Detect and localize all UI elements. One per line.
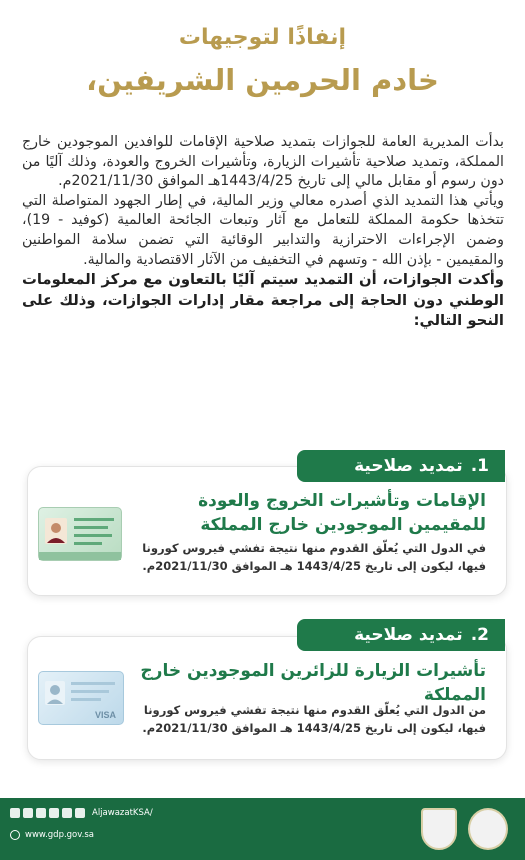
id-card-icon bbox=[38, 507, 122, 561]
item-1-pill bbox=[297, 450, 505, 482]
title-line-1: إنفاذًا لتوجيهات bbox=[178, 25, 347, 50]
globe-icon bbox=[10, 830, 20, 840]
item-2-number: 2. bbox=[470, 625, 489, 645]
item-card-2 bbox=[27, 636, 507, 760]
linkedin-icon[interactable] bbox=[62, 808, 72, 818]
title-line-2: خادم الحرمين الشريفين، bbox=[86, 63, 439, 97]
item-1-number: 1. bbox=[470, 456, 489, 476]
item-2-pill bbox=[297, 619, 505, 651]
intro-paragraph-1: بدأت المديرية العامة للجوازات بتمديد صلاحية الإقامات للوافدين الموجودين خارج المملكة، وتمديد صلاحية تأشيرات الزيارة، وتأشيرات الخروج والعودة، وذلك آليًا من دون رسوم أو مقابل مالي إلى تاريخ 1443/4/25هـ الموافق 2021/11/30م. bbox=[22, 134, 504, 190]
jawazat-logo bbox=[421, 808, 457, 850]
header bbox=[0, 22, 525, 100]
snapchat-icon[interactable] bbox=[49, 808, 59, 818]
item-1-note: في الدول التي يُعلّق القدوم منها نتيجة تفشي فيروس كورونا فيها، ليكون إلى تاريخ 1443/4/25 هـ الموافق 2021/11/30م. bbox=[142, 541, 486, 573]
item-2-pill-label: تمديد صلاحية bbox=[354, 625, 463, 645]
item-2-title: تأشيرات الزيارة للزائرين الموجودين خارج المملكة bbox=[140, 661, 486, 705]
website-link[interactable] bbox=[10, 830, 94, 840]
twitter-icon[interactable] bbox=[36, 808, 46, 818]
youtube-icon[interactable] bbox=[10, 808, 20, 818]
intro-paragraph-3: وأكدت الجوازات، أن التمديد سيتم آليًا بالتعاون مع مركز المعلومات الوطني دون الحاجة إلى مراجعة مقار إدارات الجوازات، وذلك على النحو التالي: bbox=[22, 271, 504, 330]
visa-card-icon bbox=[38, 671, 124, 725]
item-2-note: من الدول التي يُعلّق القدوم منها نتيجة تفشي فيروس كورونا فيها، ليكون إلى تاريخ 1443/4/25 هـ الموافق 2021/11/30م. bbox=[142, 703, 486, 735]
visa-label: VISA bbox=[95, 710, 117, 720]
saudi-emblem-logo bbox=[468, 808, 508, 850]
website-url[interactable]: www.gdp.gov.sa bbox=[25, 830, 94, 840]
intro-text bbox=[22, 133, 504, 332]
footer bbox=[0, 798, 525, 860]
intro-paragraph-2: ويأتي هذا التمديد الذي أصدره معالي وزير المالية، في إطار الجهود المتواصلة التي تتخذها حكومة المملكة للتعامل مع آثار وتبعات الجائحة العالمية (كوفيد - 19)، وضمن الإجراءات الاحترازية والتدابير الوقائية التي تضمن سلامة المواطنين والمقيمين - بإذن الله - وتسهم في التخفيف من الآثار الاقتصادية والمالية. bbox=[22, 192, 504, 268]
item-1-pill-label: تمديد صلاحية bbox=[354, 456, 463, 476]
instagram-icon[interactable] bbox=[75, 808, 85, 818]
social-handle[interactable]: AljawazatKSA/ bbox=[92, 808, 153, 818]
social-links bbox=[10, 808, 153, 818]
item-1-title: الإقامات وتأشيرات الخروج والعودة للمقيمين الموجودين خارج المملكة bbox=[198, 491, 486, 535]
facebook-icon[interactable] bbox=[23, 808, 33, 818]
item-card-1 bbox=[27, 466, 507, 596]
